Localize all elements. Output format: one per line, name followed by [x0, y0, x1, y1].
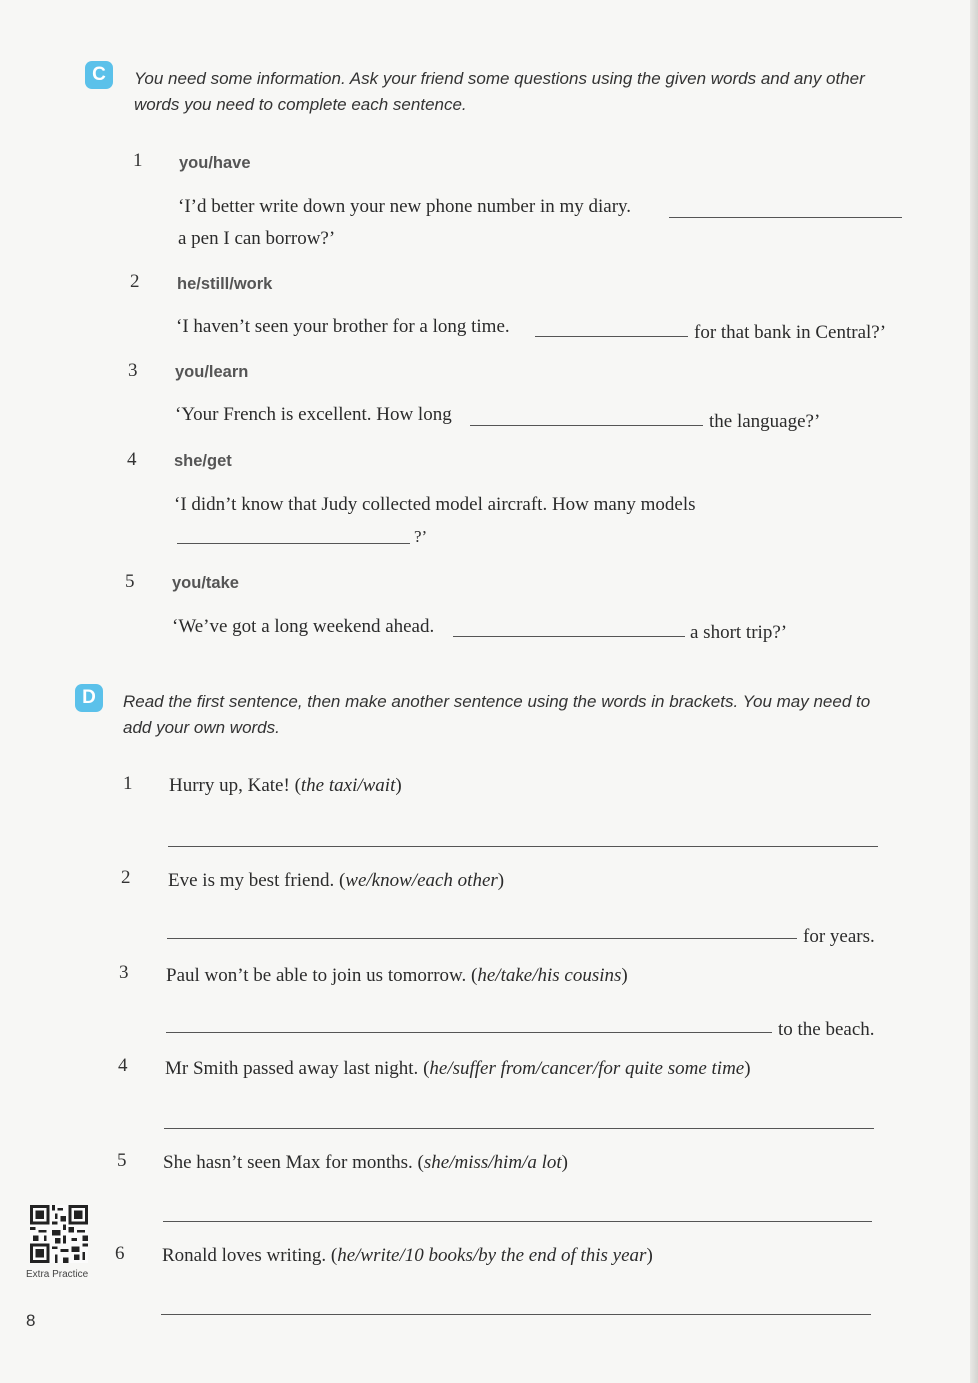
d1-number: 1	[123, 773, 133, 794]
c5-text-after: a short trip?’	[690, 622, 788, 643]
c3-cue: you/learn	[175, 363, 249, 381]
d3-sentence: Paul won’t be able to join us tomorrow. (he/take/his cousins)	[166, 965, 628, 986]
d3-text-after: to the beach.	[778, 1019, 875, 1040]
page-number: 8	[26, 1311, 36, 1330]
d6-answer-blank[interactable]	[161, 1314, 871, 1315]
c4-text-line1: ‘I didn’t know that Judy collected model aircraft. How many models	[174, 494, 696, 515]
d5-answer-blank[interactable]	[163, 1221, 872, 1222]
d5-number: 5	[117, 1150, 127, 1171]
d5-sentence-text: She hasn’t seen Max for months.	[163, 1152, 413, 1173]
c5-answer-blank[interactable]	[453, 636, 685, 637]
c1-number: 1	[133, 150, 143, 171]
c1-cue: you/have	[179, 154, 251, 172]
section-c-instruction: You need some information. Ask your friend some questions using the given words and any other words you need to complete each sentence.	[134, 69, 865, 114]
d2-sentence-text: Eve is my best friend.	[168, 870, 335, 891]
d4-hint: he/suffer from/cancer/for quite some time	[429, 1058, 745, 1079]
d3-number: 3	[119, 962, 129, 983]
d4-number: 4	[118, 1055, 128, 1076]
d6-number: 6	[115, 1243, 125, 1264]
c2-text-before: ‘I haven’t seen your brother for a long time.	[176, 316, 510, 337]
c4-number: 4	[127, 449, 137, 470]
d3-answer-blank[interactable]	[166, 1032, 772, 1033]
d6-sentence: Ronald loves writing. (he/write/10 books/by the end of this year)	[162, 1245, 653, 1266]
d5-sentence: She hasn’t seen Max for months. (she/miss/him/a lot)	[163, 1152, 568, 1173]
d6-sentence-text: Ronald loves writing.	[162, 1245, 327, 1266]
c5-text-before: ‘We’ve got a long weekend ahead.	[172, 616, 435, 637]
c3-number: 3	[128, 360, 138, 381]
c4-cue: she/get	[174, 452, 232, 470]
d2-hint: we/know/each other	[345, 870, 498, 891]
qr-code-icon[interactable]	[30, 1205, 88, 1263]
d1-sentence-text: Hurry up, Kate!	[169, 775, 290, 796]
c1-text-line2: a pen I can borrow?’	[178, 228, 336, 249]
c5-cue: you/take	[172, 574, 239, 592]
d4-answer-blank[interactable]	[164, 1128, 874, 1129]
d3-sentence-text: Paul won’t be able to join us tomorrow.	[166, 965, 467, 986]
c2-cue: he/still/work	[177, 275, 273, 293]
d6-hint: he/write/10 books/by the end of this year	[337, 1245, 647, 1266]
d4-sentence-text: Mr Smith passed away last night.	[165, 1058, 419, 1079]
c3-answer-blank[interactable]	[470, 425, 703, 426]
d5-hint: she/miss/him/a lot	[423, 1152, 562, 1173]
d2-number: 2	[121, 867, 131, 888]
section-c-badge: C	[85, 61, 113, 89]
d1-hint: the taxi/wait	[300, 775, 396, 796]
d1-answer-blank[interactable]	[168, 846, 878, 847]
d1-sentence: Hurry up, Kate! (the taxi/wait)	[169, 775, 402, 796]
page-edge	[970, 0, 978, 1383]
c5-number: 5	[125, 571, 135, 592]
d2-answer-blank[interactable]	[167, 938, 797, 939]
c2-text-after: for that bank in Central?’	[694, 322, 887, 343]
c3-text-after: the language?’	[709, 411, 821, 432]
section-d-badge: D	[75, 684, 103, 712]
c1-text-line1: ‘I’d better write down your new phone number in my diary.	[178, 196, 632, 217]
section-d-instruction: Read the first sentence, then make another sentence using the words in brackets. You may need to add your own words.	[123, 692, 871, 737]
c2-answer-blank[interactable]	[535, 336, 688, 337]
c3-text-before: ‘Your French is excellent. How long	[175, 404, 452, 425]
d2-text-after: for years.	[803, 926, 875, 947]
c2-number: 2	[130, 271, 140, 292]
c1-answer-blank[interactable]	[669, 217, 902, 218]
d2-sentence: Eve is my best friend. (we/know/each other)	[168, 870, 505, 891]
c4-text-after: ?’	[414, 527, 428, 546]
d3-hint: he/take/his cousins	[477, 965, 622, 986]
qr-caption: Extra Practice	[26, 1269, 89, 1280]
c4-answer-blank[interactable]	[177, 543, 410, 544]
d4-sentence: Mr Smith passed away last night. (he/suffer from/cancer/for quite some time)	[165, 1058, 751, 1079]
